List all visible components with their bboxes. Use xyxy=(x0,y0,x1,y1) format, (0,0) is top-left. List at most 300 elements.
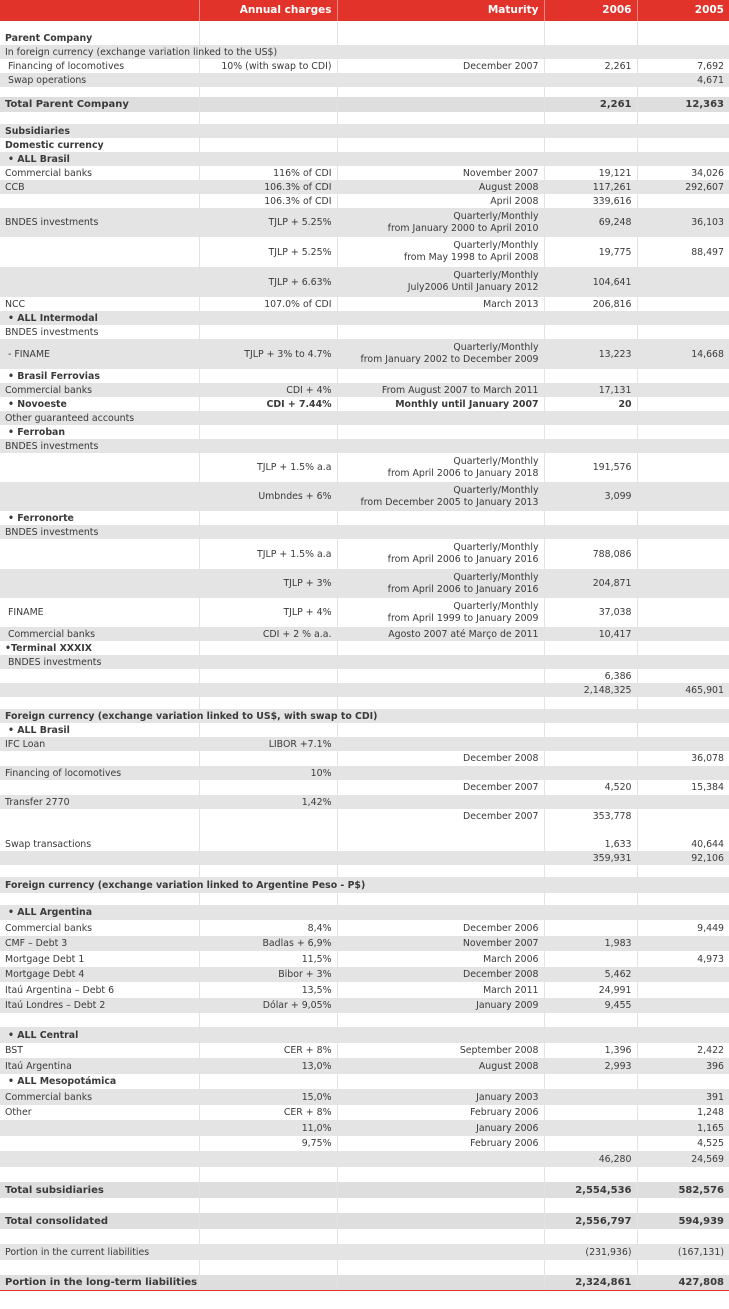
value-2006-cell: 13,223 xyxy=(544,339,637,369)
spacer-cell xyxy=(544,21,637,31)
value-2006-cell xyxy=(544,766,637,780)
table-row xyxy=(0,539,729,569)
value-2005-cell xyxy=(637,766,729,780)
annual-charges-cell xyxy=(199,723,337,737)
table-row xyxy=(0,73,729,87)
section-heading-row xyxy=(0,723,729,737)
value-2005-cell xyxy=(637,809,729,824)
value-2006-cell: 1,396 xyxy=(544,1043,637,1058)
maturity-cell xyxy=(337,1027,544,1043)
spacer-cell xyxy=(0,697,199,709)
table-row xyxy=(0,683,729,697)
maturity-cell xyxy=(337,411,544,425)
spacer-cell xyxy=(199,21,337,31)
table-row xyxy=(0,669,729,683)
value-2006-cell: 17,131 xyxy=(544,383,637,397)
section-heading-row xyxy=(0,124,729,138)
value-2005-cell: 4,973 xyxy=(637,951,729,967)
description-cell: FINAME xyxy=(8,607,44,618)
description-cell: • Ferroban xyxy=(8,426,66,438)
description-cell: Other guaranteed accounts xyxy=(0,411,199,425)
maturity-cell xyxy=(337,723,544,737)
spacer-cell xyxy=(544,87,637,97)
maturity-cell xyxy=(337,669,544,683)
value-2005-cell: 465,901 xyxy=(637,683,729,697)
value-2006-cell xyxy=(544,411,637,425)
maturity-cell xyxy=(337,905,544,920)
value-2006-cell xyxy=(544,31,637,45)
table-row xyxy=(0,737,729,751)
spacer-cell xyxy=(637,112,729,124)
description-cell xyxy=(0,809,199,824)
description-cell: CCB xyxy=(0,180,199,194)
header-blank-cell xyxy=(0,0,199,21)
description-cell: Itaú Argentina xyxy=(0,1058,199,1074)
value-2006-cell xyxy=(544,795,637,809)
maturity-cell xyxy=(337,683,544,697)
maturity-cell xyxy=(337,325,544,339)
value-2005-cell xyxy=(637,795,729,809)
value-2006-cell xyxy=(544,641,637,655)
description-cell: BST xyxy=(5,1045,23,1056)
total-row xyxy=(0,1213,729,1229)
description-cell: Commercial banks xyxy=(0,1089,199,1105)
table-row xyxy=(0,339,729,369)
value-2006-cell xyxy=(544,709,637,723)
table-row xyxy=(0,967,729,982)
table-row xyxy=(0,297,729,311)
spacer-cell xyxy=(637,1260,729,1275)
value-2006-cell xyxy=(544,73,637,87)
value-2006-cell xyxy=(544,737,637,751)
spacer-cell xyxy=(0,1013,199,1027)
spacer-cell xyxy=(199,1260,337,1275)
description-cell: • Ferronorte xyxy=(8,512,74,524)
value-2005-cell xyxy=(637,482,729,511)
annual-charges-cell: 116% of CDI xyxy=(199,166,337,180)
description-cell: Total consolidated xyxy=(0,1213,199,1229)
value-2006-cell xyxy=(544,1105,637,1120)
value-2005-cell xyxy=(637,1074,729,1089)
maturity-cell: November 2007 xyxy=(337,936,544,951)
maturity-cell xyxy=(337,73,544,87)
value-2005-cell: 9,449 xyxy=(637,920,729,936)
spacer-cell xyxy=(199,824,337,837)
description-cell: • Brasil Ferrovias xyxy=(8,370,100,382)
value-2005-cell xyxy=(637,539,729,569)
value-2006-cell xyxy=(544,325,637,339)
spacer-cell xyxy=(0,1260,199,1275)
maturity-cell: Quarterly/Monthly July2006 Until January 2012 xyxy=(337,267,544,297)
description-cell xyxy=(0,851,199,865)
maturity-cell xyxy=(337,425,544,439)
description-cell: •Terminal XXXIX xyxy=(5,642,92,654)
value-2005-cell xyxy=(637,383,729,397)
value-2005-cell xyxy=(637,194,729,208)
spacer-cell xyxy=(0,21,199,31)
maturity-cell: March 2006 xyxy=(337,951,544,967)
value-2006-cell xyxy=(544,951,637,967)
description-cell: • ALL Mesopotámica xyxy=(8,1076,117,1087)
annual-charges-cell: Badlas + 6,9% xyxy=(199,936,337,951)
table-row xyxy=(0,45,729,59)
value-2005-cell xyxy=(637,511,729,525)
description-cell: • ALL Brasil xyxy=(8,724,70,736)
description-cell xyxy=(0,539,199,569)
value-2005-cell: 2,422 xyxy=(637,1043,729,1058)
spacer-row xyxy=(0,1013,729,1027)
spacer-cell xyxy=(637,21,729,31)
description-cell: • ALL Brasil xyxy=(0,152,199,166)
value-2006-cell: 19,121 xyxy=(544,166,637,180)
description-cell: Total Parent Company xyxy=(0,97,199,112)
annual-charges-cell xyxy=(199,851,337,865)
annual-charges-cell xyxy=(199,1182,337,1198)
section-heading-row xyxy=(0,511,729,525)
value-2006-cell: 2,993 xyxy=(544,1058,637,1074)
spacer-cell xyxy=(0,865,199,877)
value-2006-cell: 191,576 xyxy=(544,453,637,482)
value-2006-cell xyxy=(544,124,637,138)
value-2005-cell: 34,026 xyxy=(637,166,729,180)
value-2005-cell xyxy=(637,1027,729,1043)
annual-charges-cell xyxy=(199,411,337,425)
value-2006-cell: 24,991 xyxy=(544,982,637,998)
maturity-cell: From August 2007 to March 2011 xyxy=(337,383,544,397)
value-2006-cell: 206,816 xyxy=(544,297,637,311)
description-cell xyxy=(0,780,199,795)
value-2005-cell: (167,131) xyxy=(637,1244,729,1260)
spacer-row xyxy=(0,112,729,124)
value-2005-cell xyxy=(637,397,729,411)
value-2006-cell: 4,520 xyxy=(544,780,637,795)
value-2005-cell: 14,668 xyxy=(637,339,729,369)
value-2006-cell xyxy=(544,723,637,737)
description-cell: • Novoeste xyxy=(8,398,67,410)
description-cell xyxy=(0,683,199,697)
maturity-cell: Quarterly/Monthly from April 2006 to January 2016 xyxy=(337,569,544,598)
annual-charges-cell: 106.3% of CDI xyxy=(199,194,337,208)
table-row xyxy=(0,383,729,397)
spacer-cell xyxy=(0,1229,199,1244)
value-2005-cell xyxy=(637,453,729,482)
table-row xyxy=(0,920,729,936)
description-cell: • ALL Central xyxy=(0,1027,199,1043)
value-2006-cell xyxy=(544,311,637,325)
description-cell: Other xyxy=(5,1107,32,1118)
annual-charges-cell xyxy=(199,1244,337,1260)
spacer-cell xyxy=(0,824,199,837)
value-2006-cell xyxy=(544,1027,637,1043)
table-row xyxy=(0,208,729,237)
spacer-row xyxy=(0,1260,729,1275)
maturity-cell: Monthly until January 2007 xyxy=(337,397,544,411)
section-heading-row xyxy=(0,641,729,655)
description-cell: Financing of locomotives xyxy=(8,60,125,72)
spacer-cell xyxy=(544,865,637,877)
maturity-cell xyxy=(337,525,544,539)
description-cell xyxy=(0,751,199,766)
table-row xyxy=(0,982,729,998)
maturity-cell xyxy=(337,1244,544,1260)
value-2006-cell: 117,261 xyxy=(544,180,637,194)
section-heading-row xyxy=(0,31,729,45)
annual-charges-cell: TJLP + 4% xyxy=(199,598,337,627)
spacer-cell xyxy=(637,865,729,877)
description-cell: Commercial banks xyxy=(0,627,199,641)
value-2006-cell xyxy=(544,905,637,920)
value-2005-cell: 36,078 xyxy=(637,751,729,766)
value-2006-cell: 5,462 xyxy=(544,967,637,982)
spacer-row xyxy=(0,893,729,905)
section-heading-row xyxy=(0,311,729,325)
maturity-cell xyxy=(337,152,544,166)
value-2006-cell xyxy=(544,920,637,936)
value-2005-cell xyxy=(637,311,729,325)
value-2006-cell: 37,038 xyxy=(544,598,637,627)
value-2006-cell: 10,417 xyxy=(544,627,637,641)
value-2005-cell xyxy=(637,709,729,723)
value-2006-cell: 9,455 xyxy=(544,998,637,1013)
annual-charges-cell xyxy=(199,1275,337,1291)
spacer-cell xyxy=(199,1167,337,1182)
spacer-cell xyxy=(544,1260,637,1275)
annual-charges-cell: CER + 8% xyxy=(199,1043,337,1058)
maturity-cell xyxy=(337,766,544,780)
value-2005-cell xyxy=(637,138,729,152)
description-cell: Mortgage Debt 1 xyxy=(5,953,85,965)
annual-charges-cell: TJLP + 6.63% xyxy=(199,267,337,297)
description-cell xyxy=(0,267,199,297)
table-row xyxy=(0,1105,729,1120)
spacer-row xyxy=(0,87,729,97)
value-2006-cell xyxy=(544,511,637,525)
value-2006-cell xyxy=(544,655,637,669)
spacer-cell xyxy=(337,1260,544,1275)
table-row xyxy=(0,1058,729,1074)
value-2005-cell: 24,569 xyxy=(637,1151,729,1167)
annual-charges-cell xyxy=(199,655,337,669)
description-cell: Itaú Londres – Debt 2 xyxy=(0,998,199,1013)
spacer-cell xyxy=(0,1167,199,1182)
description-cell: Mortgage Debt 4 xyxy=(0,967,199,982)
value-2005-cell xyxy=(637,369,729,383)
annual-charges-cell xyxy=(199,669,337,683)
maturity-cell: January 2003 xyxy=(337,1089,544,1105)
table-row xyxy=(0,59,729,73)
description-cell: Itaú Argentina – Debt 6 xyxy=(5,984,115,996)
annual-charges-cell xyxy=(199,73,337,87)
annual-charges-cell: 8,4% xyxy=(199,920,337,936)
section-heading-row xyxy=(0,397,729,411)
description-cell: CMF – Debt 3 xyxy=(0,936,199,951)
description-cell xyxy=(0,453,199,482)
spacer-cell xyxy=(337,112,544,124)
description-cell xyxy=(0,1151,199,1167)
value-2006-cell xyxy=(544,138,637,152)
spacer-cell xyxy=(637,87,729,97)
value-2005-cell xyxy=(637,267,729,297)
annual-charges-cell xyxy=(199,124,337,138)
annual-charges-cell: TJLP + 3% to 4.7% xyxy=(199,339,337,369)
value-2006-cell: 339,616 xyxy=(544,194,637,208)
value-2005-cell xyxy=(637,967,729,982)
annual-charges-cell xyxy=(199,683,337,697)
header-2006: 2006 xyxy=(544,0,637,21)
annual-charges-cell xyxy=(199,511,337,525)
annual-charges-cell: CDI + 2 % a.a. xyxy=(199,627,337,641)
section-heading-row xyxy=(0,425,729,439)
table-row xyxy=(0,780,729,795)
maturity-cell xyxy=(337,97,544,112)
description-cell: In foreign currency (exchange variation linked to the US$) xyxy=(0,45,337,59)
description-cell: BNDES investments xyxy=(0,439,199,453)
total-row xyxy=(0,97,729,112)
maturity-cell: Quarterly/Monthly from May 1998 to April 2008 xyxy=(337,237,544,267)
table-row xyxy=(0,1151,729,1167)
table-row xyxy=(0,766,729,780)
annual-charges-cell xyxy=(199,809,337,824)
value-2006-cell xyxy=(544,1120,637,1136)
section-heading-row xyxy=(0,152,729,166)
spacer-cell xyxy=(337,1229,544,1244)
maturity-cell: December 2008 xyxy=(337,751,544,766)
spacer-cell xyxy=(337,697,544,709)
value-2006-cell xyxy=(544,877,637,893)
annual-charges-cell: 15,0% xyxy=(199,1089,337,1105)
maturity-cell: December 2008 xyxy=(337,967,544,982)
maturity-cell: Quarterly/Monthly from April 2006 to January 2018 xyxy=(337,453,544,482)
annual-charges-cell: 107.0% of CDI xyxy=(199,297,337,311)
description-cell xyxy=(0,194,199,208)
value-2005-cell xyxy=(637,737,729,751)
value-2006-cell: 3,099 xyxy=(544,482,637,511)
maturity-cell: February 2006 xyxy=(337,1136,544,1151)
spacer-cell xyxy=(337,1167,544,1182)
value-2005-cell: 4,671 xyxy=(637,73,729,87)
maturity-cell: August 2008 xyxy=(337,180,544,194)
description-cell: Portion in the long-term liabilities xyxy=(0,1275,199,1291)
annual-charges-cell: 9,75% xyxy=(199,1136,337,1151)
annual-charges-cell: 10% (with swap to CDI) xyxy=(199,59,337,73)
spacer-cell xyxy=(337,87,544,97)
maturity-cell xyxy=(337,737,544,751)
spacer-cell xyxy=(544,112,637,124)
table-row xyxy=(0,453,729,482)
table-row xyxy=(0,166,729,180)
value-2005-cell xyxy=(637,569,729,598)
spacer-cell xyxy=(637,1198,729,1213)
table-row xyxy=(0,237,729,267)
value-2006-cell xyxy=(544,1136,637,1151)
value-2005-cell xyxy=(637,998,729,1013)
value-2005-cell xyxy=(637,31,729,45)
value-2005-cell xyxy=(637,124,729,138)
annual-charges-cell: TJLP + 1.5% a.a xyxy=(199,453,337,482)
maturity-cell: December 2007 xyxy=(337,780,544,795)
value-2006-cell: 2,148,325 xyxy=(544,683,637,697)
table-row xyxy=(0,936,729,951)
section-heading-row xyxy=(0,905,729,920)
description-cell: Total subsidiaries xyxy=(0,1182,199,1198)
maturity-cell: Quarterly/Monthly from January 2000 to April 2010 xyxy=(337,208,544,237)
value-2005-cell xyxy=(637,45,729,59)
value-2005-cell xyxy=(637,723,729,737)
value-2005-cell xyxy=(637,525,729,539)
table-row xyxy=(0,837,729,851)
description-cell: BNDES investments xyxy=(0,525,199,539)
annual-charges-cell xyxy=(199,837,337,851)
value-2006-cell: 2,554,536 xyxy=(544,1182,637,1198)
value-2006-cell: 2,261 xyxy=(544,59,637,73)
spacer-cell xyxy=(544,697,637,709)
spacer-row xyxy=(0,21,729,31)
description-cell: • ALL Argentina xyxy=(0,905,199,920)
description-cell xyxy=(0,569,199,598)
value-2005-cell xyxy=(637,297,729,311)
annual-charges-cell: CDI + 7.44% xyxy=(199,397,337,411)
value-2005-cell xyxy=(637,641,729,655)
maturity-cell xyxy=(337,641,544,655)
maturity-cell: March 2013 xyxy=(337,297,544,311)
annual-charges-cell xyxy=(199,751,337,766)
value-2005-cell xyxy=(637,411,729,425)
maturity-cell xyxy=(337,369,544,383)
value-2006-cell: 69,248 xyxy=(544,208,637,237)
value-2005-cell: 292,607 xyxy=(637,180,729,194)
value-2005-cell: 92,106 xyxy=(637,851,729,865)
annual-charges-cell: TJLP + 1.5% a.a xyxy=(199,539,337,569)
maturity-cell: December 2006 xyxy=(337,920,544,936)
spacer-cell xyxy=(637,697,729,709)
value-2005-cell xyxy=(637,425,729,439)
value-2005-cell: 88,497 xyxy=(637,237,729,267)
annual-charges-cell: 11,5% xyxy=(199,951,337,967)
table-row xyxy=(0,325,729,339)
value-2006-cell: 2,261 xyxy=(544,97,637,112)
table-row xyxy=(0,851,729,865)
maturity-cell xyxy=(337,795,544,809)
value-2005-cell: 391 xyxy=(637,1089,729,1105)
description-cell: Commercial banks xyxy=(0,383,199,397)
annual-charges-cell: TJLP + 3% xyxy=(199,569,337,598)
annual-charges-cell: CER + 8% xyxy=(199,1105,337,1120)
description-cell: BNDES investments xyxy=(5,326,99,338)
value-2005-cell: 582,576 xyxy=(637,1182,729,1198)
spacer-cell xyxy=(337,1198,544,1213)
maturity-cell: December 2007 xyxy=(337,809,544,824)
maturity-cell: February 2006 xyxy=(337,1105,544,1120)
annual-charges-cell xyxy=(199,152,337,166)
annual-charges-cell: Bibor + 3% xyxy=(199,967,337,982)
spacer-cell xyxy=(337,893,544,905)
value-2006-cell: (231,936) xyxy=(544,1244,637,1260)
maturity-cell: August 2008 xyxy=(337,1058,544,1074)
annual-charges-cell xyxy=(199,138,337,152)
table-header-row xyxy=(0,0,729,21)
table-row xyxy=(0,998,729,1013)
total-row xyxy=(0,1182,729,1198)
annual-charges-cell: 1,42% xyxy=(199,795,337,809)
table-row xyxy=(0,569,729,598)
value-2006-cell xyxy=(544,1074,637,1089)
description-cell: Subsidiaries xyxy=(0,124,199,138)
annual-charges-cell: 10% xyxy=(199,766,337,780)
header-maturity: Maturity xyxy=(337,0,544,21)
annual-charges-cell: Umbndes + 6% xyxy=(199,482,337,511)
spacer-cell xyxy=(637,824,729,837)
spacer-cell xyxy=(0,112,199,124)
